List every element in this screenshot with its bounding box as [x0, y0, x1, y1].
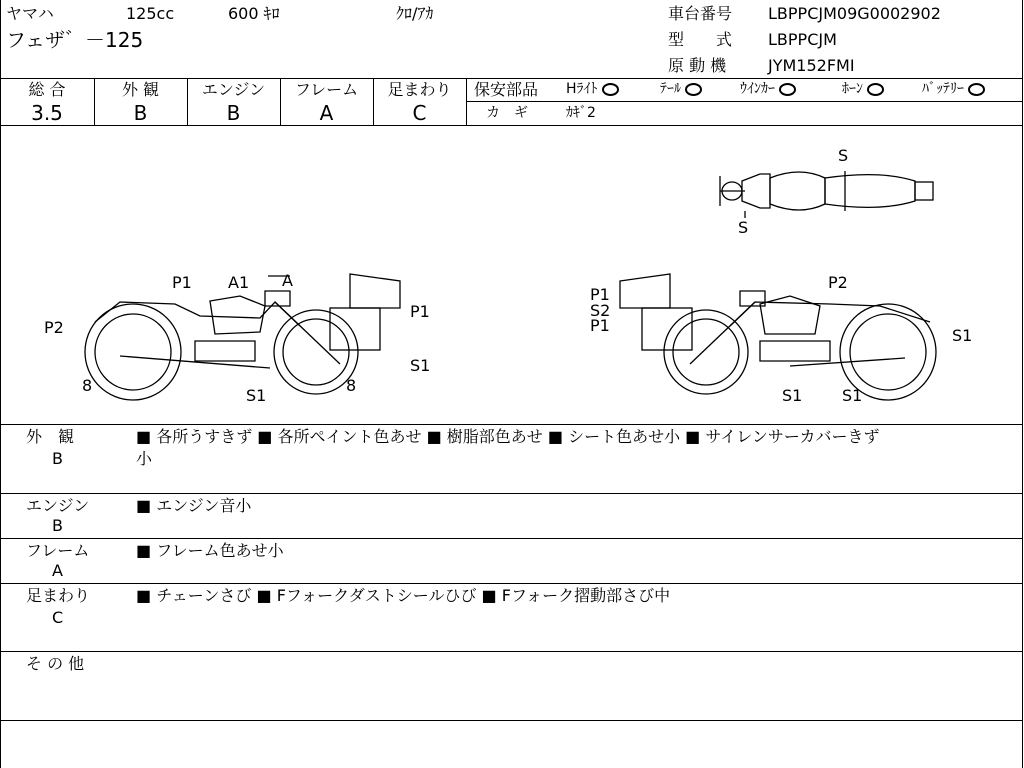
- label-left-a: A: [282, 271, 293, 290]
- model-name: フェザ゛－125: [6, 28, 144, 52]
- safety-item-horn: ﾎｰﾝ: [842, 82, 884, 96]
- damage-diagram: [0, 126, 1023, 424]
- label-right-p1: P1: [590, 285, 610, 304]
- safety-item-winker: ｳｲﾝｶｰ: [740, 82, 796, 96]
- grade-suspension-value: C: [412, 101, 427, 125]
- cond-frame-category: フレーム: [26, 541, 90, 560]
- label-right-s1: S1: [952, 326, 973, 345]
- ok-mark-icon: [779, 83, 796, 96]
- rule-safety-mid: [467, 101, 1023, 102]
- safety-title: 保安部品: [474, 80, 539, 99]
- label-left-8a: 8: [82, 376, 93, 395]
- label-right-p1b: P1: [590, 316, 610, 335]
- label-left-p1: P1: [172, 273, 192, 292]
- rule-grades-top: [0, 78, 1023, 79]
- cond-frame-grade: A: [52, 561, 63, 580]
- label-right-s2: S2: [590, 301, 611, 320]
- safety-item-headlight: Hﾗｲﾄ: [566, 82, 619, 96]
- grade-appearance-label: 外 観: [121, 80, 160, 99]
- label-left-p1b: P1: [410, 302, 430, 321]
- safety-item-battery: ﾊﾞｯﾃﾘｰ: [922, 82, 985, 96]
- type-label: 型 式: [668, 30, 733, 49]
- grade-engine-value: B: [226, 101, 241, 125]
- cond-appearance-category: 外 観: [26, 427, 75, 446]
- grade-total-label: 総 合: [28, 80, 66, 99]
- label-top-s1: S: [838, 146, 849, 165]
- key-label: カ ギ: [486, 105, 528, 121]
- label-right-s1b: S1: [782, 386, 803, 405]
- label-right-s1c: S1: [842, 386, 863, 405]
- ok-mark-icon: [968, 83, 985, 96]
- cond-appearance-line2: 小: [136, 449, 153, 468]
- grade-total-value: 3.5: [31, 101, 63, 125]
- cond-engine-category: エンジン: [26, 496, 90, 515]
- engine-label: 原 動 機: [668, 56, 727, 75]
- cond-other-category: そ の 他: [26, 654, 85, 673]
- ok-mark-icon: [602, 83, 619, 96]
- cond-appearance-grade: B: [52, 449, 63, 468]
- label-left-a1: A1: [228, 273, 250, 292]
- motorcycle-right-view: [620, 274, 936, 400]
- cond-engine-grade: B: [52, 516, 63, 535]
- cond-engine-line1: ■ エンジン音小: [136, 496, 252, 515]
- motorcycle-top-view: [720, 171, 933, 218]
- cond-frame-line1: ■ フレーム色あせ小: [136, 541, 284, 560]
- mileage: 600 ｷﾛ: [228, 4, 280, 23]
- engine-value: JYM152FMI: [768, 56, 855, 75]
- safety-item-taillight: ﾃｰﾙ: [660, 82, 702, 96]
- maker: ヤマハ: [6, 4, 54, 23]
- grade-appearance-value: B: [133, 101, 148, 125]
- type-value: LBPPCJM: [768, 30, 837, 49]
- grade-frame-value: A: [319, 101, 334, 125]
- displacement: 125cc: [126, 4, 175, 23]
- cond-suspension-line1: ■ チェーンさび ■ Fフォークダストシールひび ■ Fフォーク摺動部さび中: [136, 586, 671, 605]
- color: ｸﾛ/ｱｶ: [396, 4, 434, 23]
- key-value: ｶｷﾞ2: [566, 105, 596, 121]
- cond-suspension-grade: C: [52, 608, 64, 627]
- label-left-p2: P2: [44, 318, 64, 337]
- cond-appearance-line1: ■ 各所うすきず ■ 各所ペイント色あせ ■ 樹脂部色あせ ■ シート色あせ小 ■ サイレンサーカバーきず: [136, 427, 880, 446]
- grade-engine-label: エンジン: [201, 80, 266, 99]
- grade-suspension-label: 足まわり: [387, 80, 452, 99]
- label-top-s2: S: [738, 218, 749, 237]
- ok-mark-icon: [685, 83, 702, 96]
- grade-frame-label: フレーム: [294, 80, 359, 99]
- ok-mark-icon: [867, 83, 884, 96]
- label-left-s1: S1: [410, 356, 431, 375]
- cond-suspension-category: 足まわり: [26, 586, 91, 605]
- label-right-p2: P2: [828, 273, 848, 292]
- label-left-s1b: S1: [246, 386, 267, 405]
- label-left-8b: 8: [346, 376, 357, 395]
- chassis-value: LBPPCJM09G0002902: [768, 4, 941, 23]
- chassis-label: 車台番号: [668, 4, 733, 23]
